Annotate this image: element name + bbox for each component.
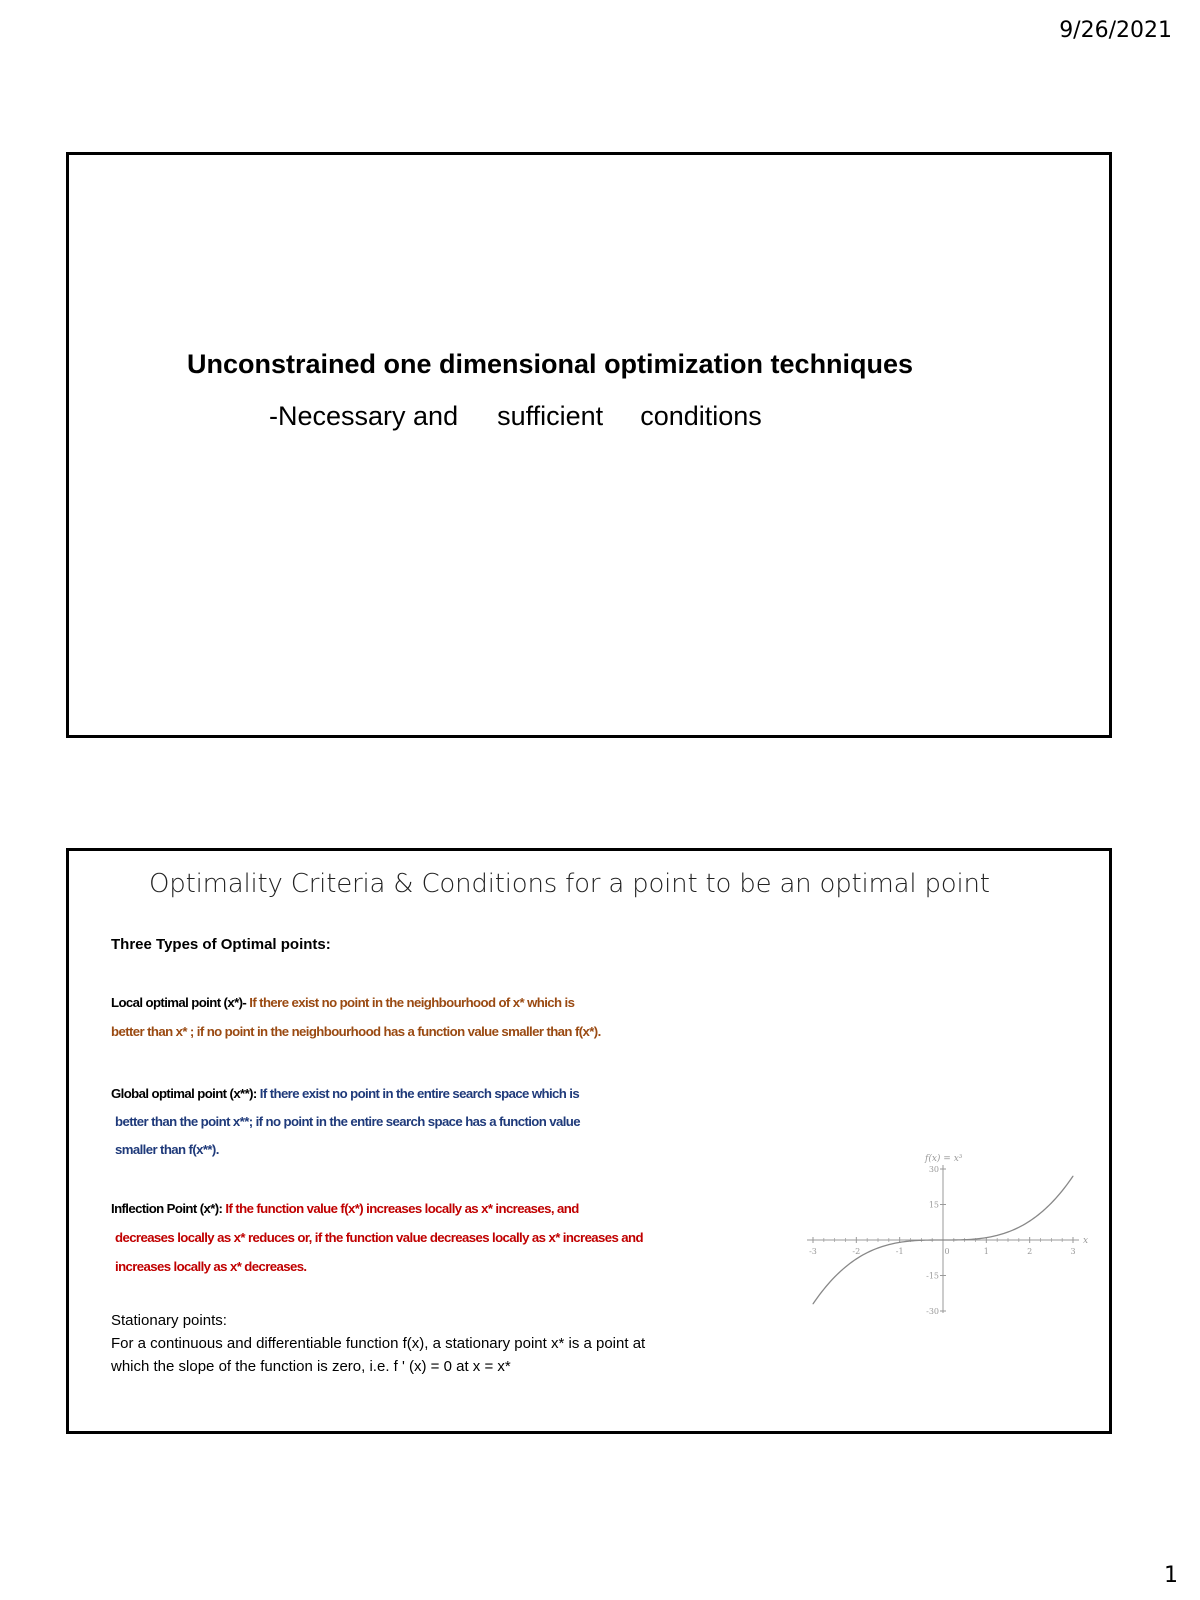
data-point — [1029, 1220, 1030, 1221]
data-point — [877, 1247, 878, 1248]
types-heading: Three Types of Optimal points: — [111, 936, 331, 953]
global-label: Global optimal point (x**): — [111, 1086, 257, 1101]
x-axis-label: x — [1083, 1236, 1089, 1246]
global-line1: If there exist no point in the entire search space which is — [256, 1086, 580, 1101]
data-point — [834, 1276, 835, 1277]
subtitle-part-1: -Necessary and — [269, 401, 459, 431]
y-tick-label: 30 — [928, 1165, 939, 1174]
inflection-line2: decreases locally as x* reduces or, if the function value decreases locally as x* increases and — [115, 1230, 643, 1245]
slide1-subtitle — [269, 401, 762, 432]
data-point — [942, 1239, 943, 1240]
local-line2: better than x* ; if no point in the neighbourhood has a function value smaller than f(x*). — [111, 1024, 601, 1039]
slide2-title: Optimality Criteria & Conditions for a point to be an optimal point — [149, 869, 990, 899]
slide1-title: Unconstrained one dimensional optimization techniques — [187, 349, 914, 379]
global-optimal-definition — [111, 1080, 580, 1164]
data-point — [812, 1303, 813, 1304]
slide-optimality-criteria — [66, 848, 1112, 1434]
data-point — [899, 1242, 900, 1243]
data-point — [1072, 1176, 1073, 1177]
global-line3: smaller than f(x**). — [115, 1142, 219, 1157]
local-label: Local optimal point (x*)- — [111, 995, 247, 1010]
x-tick-label: 1 — [983, 1247, 989, 1256]
cubic-function-chart — [793, 1151, 1093, 1321]
data-point — [856, 1258, 857, 1259]
x-tick-label: -1 — [895, 1247, 904, 1256]
y-tick-label: 15 — [928, 1200, 939, 1210]
x-tick-label: -2 — [852, 1247, 861, 1256]
data-point — [986, 1237, 987, 1238]
inflection-line1: If the function value f(x*) increases locally as x* increases, and — [222, 1201, 579, 1216]
stationary-line1: For a continuous and differentiable function f(x), a stationary point x* is a point at — [111, 1335, 646, 1352]
stationary-points-text — [111, 1309, 645, 1378]
inflection-line3: increases locally as x* decreases. — [115, 1259, 307, 1274]
y-tick-label: -30 — [926, 1307, 939, 1316]
data-point — [964, 1239, 965, 1240]
stationary-line2: which the slope of the function is zero, i.e. f ' (x) = 0 at x = x* — [111, 1358, 511, 1375]
data-point — [1051, 1202, 1052, 1203]
header-date: 9/26/2021 — [1059, 18, 1172, 43]
inflection-label: Inflection Point (x*): — [111, 1201, 223, 1216]
local-optimal-definition — [111, 988, 601, 1046]
subtitle-part-3: conditions — [640, 401, 762, 431]
page-number: 1 — [1164, 1563, 1178, 1588]
data-point — [1007, 1231, 1008, 1232]
chart-title: f(x) = x³ — [925, 1154, 963, 1164]
subtitle-part-2: sufficient — [497, 401, 604, 431]
inflection-point-definition — [111, 1194, 643, 1281]
x-tick-label: 2 — [1027, 1247, 1033, 1256]
local-line1: If there exist no point in the neighbourhood of x* which is — [246, 995, 575, 1010]
x-tick-label: -3 — [809, 1247, 817, 1256]
slide-title — [66, 152, 1112, 738]
x-tick-label: 3 — [1070, 1247, 1076, 1256]
x-tick-label: 0 — [944, 1247, 950, 1256]
y-tick-label: -15 — [926, 1271, 939, 1281]
stationary-heading: Stationary points: — [111, 1312, 227, 1329]
data-point — [921, 1240, 922, 1241]
global-line2: better than the point x**; if no point in the entire search space has a function value — [115, 1114, 580, 1129]
